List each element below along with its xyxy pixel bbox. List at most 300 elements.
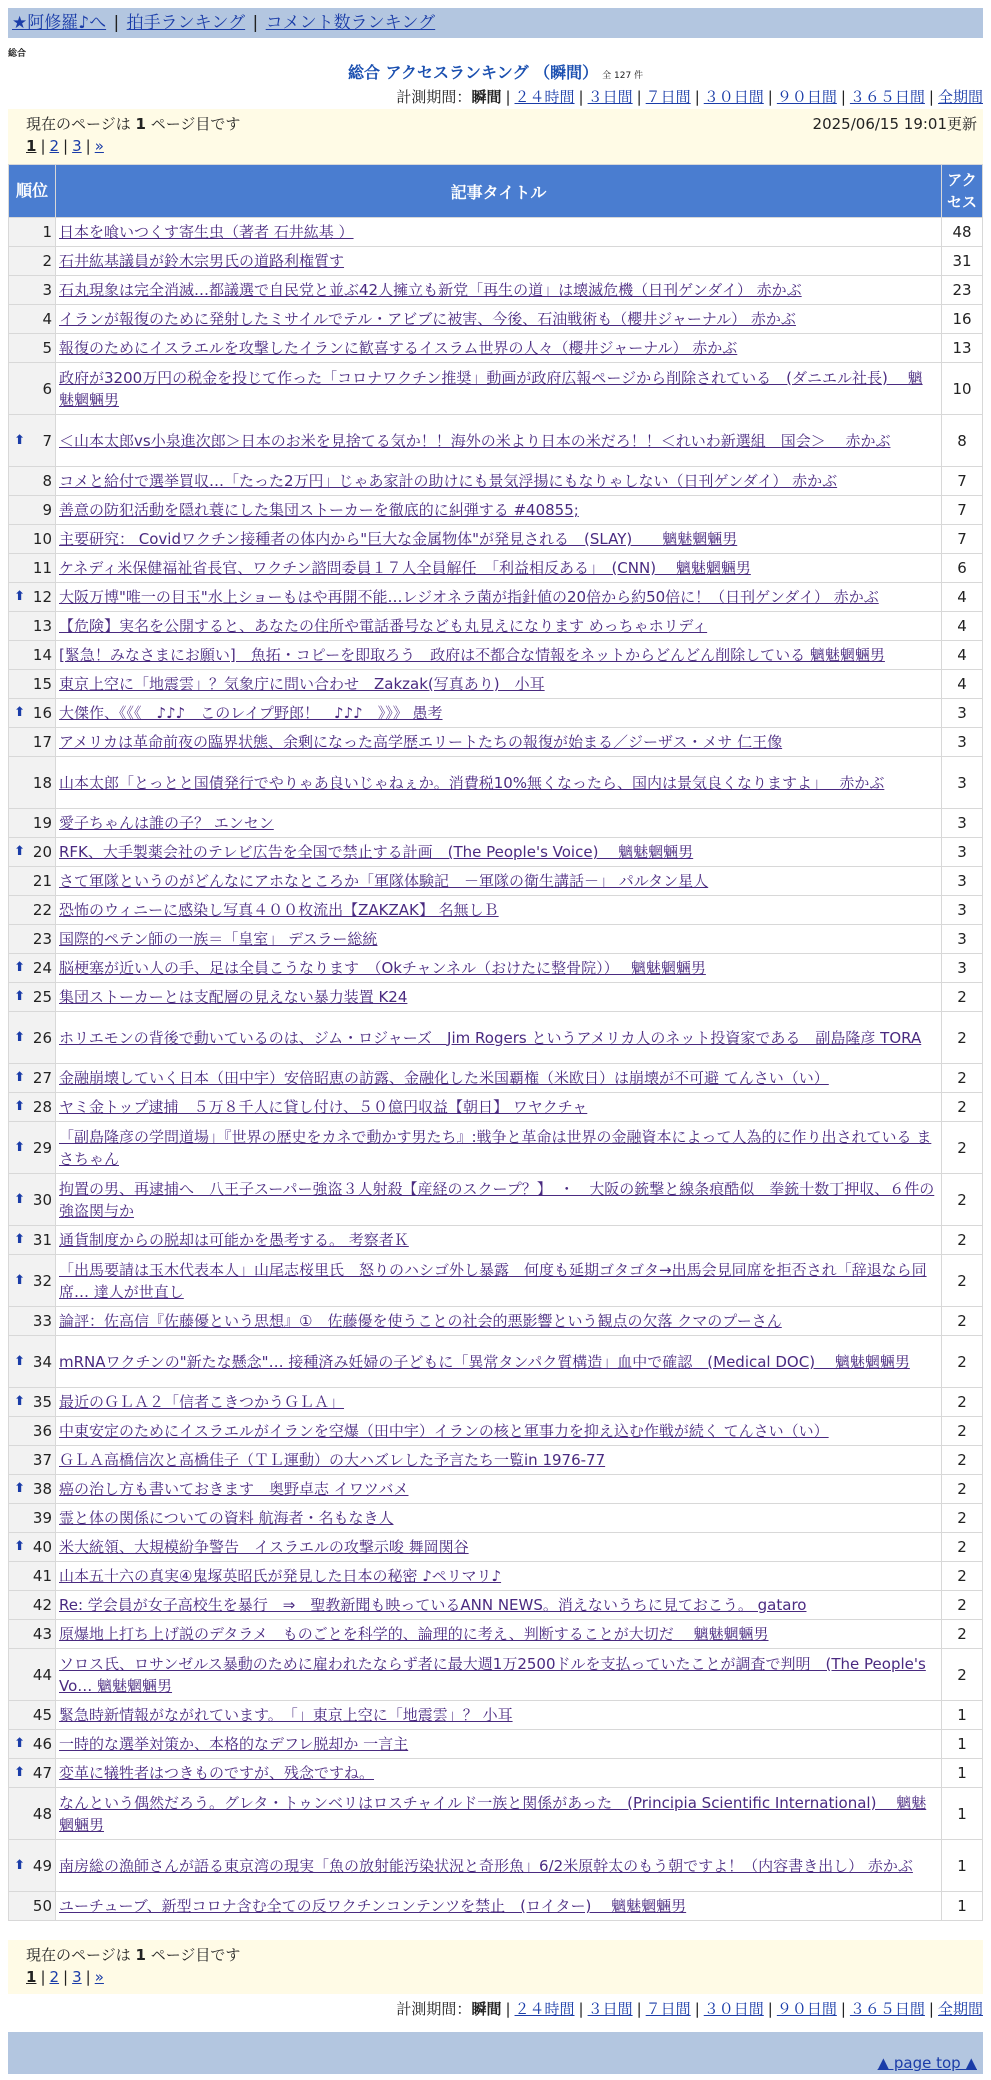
period-link[interactable]: ９０日間 xyxy=(776,2000,837,2018)
access-count: 2 xyxy=(942,1649,983,1701)
page-current: 1 xyxy=(26,137,37,155)
article-title-link[interactable]: ソロス氏、ロサンゼルス暴動のために雇われたならず者に最大週1万2500ドルを支払っていたことが調査で判明 (The People's Vo… 魑魅魍魎男 xyxy=(59,1654,926,1695)
access-count: 23 xyxy=(942,276,983,305)
period-link[interactable]: ７日間 xyxy=(645,2000,691,2018)
article-title-link[interactable]: 米大統領、大規模紛争警告 イスラエルの攻撃示唆 舞岡関谷 xyxy=(59,1538,469,1556)
table-row xyxy=(9,670,983,699)
access-count: 3 xyxy=(942,699,983,728)
article-title-link[interactable]: 最近のＧＬＡ２「信者こきつかうＧＬＡ」 xyxy=(59,1393,345,1411)
access-count: 2 xyxy=(942,1255,983,1307)
rank-cell xyxy=(9,1562,56,1591)
article-title-link[interactable]: なんという偶然だろう。グレタ・トゥンベリはロスチャイルド一族と関係があった (Principia Scientific International) 魑魅魍魎男 xyxy=(59,1793,927,1834)
title-cell xyxy=(56,1064,942,1093)
page-link[interactable]: 2 xyxy=(49,137,60,155)
page-separator: | xyxy=(40,1968,46,1986)
title-cell xyxy=(56,1174,942,1226)
table-row xyxy=(9,1012,983,1064)
period-separator: | xyxy=(928,88,934,106)
access-count: 2 xyxy=(942,1388,983,1417)
rank-cell xyxy=(9,525,56,554)
access-count: 48 xyxy=(942,218,983,247)
rank-cell xyxy=(9,1226,56,1255)
page-separator: | xyxy=(85,137,91,155)
title-cell xyxy=(56,954,942,983)
rank-cell xyxy=(9,1892,56,1921)
article-title-link[interactable]: [緊急！みなさまにお願い] 魚拓・コピーを即取ろう 政府は不都合な情報をネットからどんどん削除している 魑魅魍魎男 xyxy=(59,646,885,664)
table-row xyxy=(9,1701,983,1730)
pager-prefix: 現在のページは xyxy=(26,115,131,133)
rank-number: 12 xyxy=(32,588,52,606)
access-count: 2 xyxy=(942,1620,983,1649)
rank-cell xyxy=(9,1093,56,1122)
rank-cell xyxy=(9,1307,56,1336)
article-title-link[interactable]: Re: 学会員が女子高校生を暴行 ⇒ 聖教新聞も映っているANN NEWS。消えないうちに見ておこう。 gataro xyxy=(59,1596,807,1614)
access-count: 1 xyxy=(942,1840,983,1892)
title-cell xyxy=(56,1255,942,1307)
article-title-link[interactable]: 日本を喰いつくす寄生虫（著者 石井紘基 ） xyxy=(59,223,354,241)
table-row xyxy=(9,612,983,641)
table-row xyxy=(9,1475,983,1504)
title-cell xyxy=(56,525,942,554)
comment-ranking-link[interactable]: コメント数ランキング xyxy=(265,13,436,33)
table-row xyxy=(9,1174,983,1226)
up-arrow-icon: ⬆ xyxy=(14,1736,25,1751)
article-title-link[interactable]: 山本太郎「とっとと国債発行でやりゃあ良いじゃねぇか。消費税10%無くなったら、国内は景気良くなりますよ」 赤かぶ xyxy=(59,773,885,792)
rank-number: 22 xyxy=(32,901,52,919)
bottom-bar xyxy=(8,2032,983,2074)
period-link[interactable]: ９０日間 xyxy=(776,88,837,106)
rank-number: 50 xyxy=(32,1897,52,1915)
article-title-link[interactable]: 論評：佐高信『佐藤優という思想』① 佐藤優を使うことの社会的悪影響という観点の欠落 クマのプーさん xyxy=(59,1312,782,1330)
rank-cell xyxy=(9,612,56,641)
access-count: 1 xyxy=(942,1701,983,1730)
period-link[interactable]: ３６５日間 xyxy=(849,88,925,106)
article-title-link[interactable]: RFK、大手製薬会社のテレビ広告を全国で禁止する計画 (The People's Voice) 魑魅魍魎男 xyxy=(59,843,694,861)
access-count: 2 xyxy=(942,1122,983,1174)
updated-timestamp: 2025/06/15 19:01更新 xyxy=(812,115,977,133)
access-count: 3 xyxy=(942,809,983,838)
nav-separator: | xyxy=(252,13,259,33)
up-arrow-icon: ⬆ xyxy=(14,589,25,604)
up-arrow-icon: ⬆ xyxy=(14,1139,25,1155)
rank-number: 2 xyxy=(42,252,52,270)
rank-number: 3 xyxy=(42,281,52,299)
period-separator: | xyxy=(505,2000,511,2018)
rank-number: 20 xyxy=(32,843,52,861)
access-count: 2 xyxy=(942,1307,983,1336)
rank-number: 27 xyxy=(32,1069,52,1087)
table-row xyxy=(9,1840,983,1892)
title-cell xyxy=(56,1307,942,1336)
rank-cell xyxy=(9,305,56,334)
rank-cell xyxy=(9,1533,56,1562)
article-title-link[interactable]: 石丸現象は完全消滅…都議選で自民党と並ぶ42人擁立も新党「再生の道」は壊滅危機（日刊ゲンダイ） 赤かぶ xyxy=(59,281,802,299)
page-separator: | xyxy=(40,137,46,155)
article-title-link[interactable]: 「出馬要請は玉木代表本人」山尾志桜里氏 怒りのハシゴ外し暴露 何度も延期ゴタゴタ→出馬会見同席を拒否され「辞退なら同席… 達人が世直し xyxy=(59,1260,927,1301)
title-cell xyxy=(56,1649,942,1701)
table-row xyxy=(9,1417,983,1446)
access-count: 6 xyxy=(942,554,983,583)
table-row xyxy=(9,925,983,954)
article-title-link[interactable]: 報復のためにイスラエルを攻撃したイランに歓喜するイスラム世界の人々（櫻井ジャーナル） 赤かぶ xyxy=(59,339,738,357)
period-link[interactable]: ２４時間 xyxy=(514,2000,575,2018)
top-nav-bar xyxy=(8,8,983,38)
rank-number: 35 xyxy=(32,1393,52,1411)
article-title-link[interactable]: 一時的な選挙対策か、本格的なデフレ脱却か 一言主 xyxy=(59,1735,409,1753)
period-link[interactable]: ３日間 xyxy=(587,2000,633,2018)
table-row xyxy=(9,641,983,670)
article-title-link[interactable]: 愛子ちゃんは誰の子？ エンセン xyxy=(59,814,274,832)
ranking-table xyxy=(8,164,983,1921)
article-title-link[interactable]: 大阪万博"唯一の目玉"水上ショーもはや再開不能…レジオネラ菌が指針値の20倍から約50倍に！（日刊ゲンダイ） 赤かぶ xyxy=(59,588,879,606)
title-cell xyxy=(56,247,942,276)
article-title-link[interactable]: さて軍隊というのがどんなにアホなところか「軍隊体験記 －軍隊の衛生講話－」 パルタン星人 xyxy=(59,872,709,890)
access-count: 2 xyxy=(942,983,983,1012)
up-arrow-icon: ⬆ xyxy=(14,1481,25,1496)
rank-number: 42 xyxy=(32,1596,52,1614)
rank-number: 7 xyxy=(42,431,52,450)
table-header-row xyxy=(9,165,983,218)
article-title-link[interactable]: 原爆地上打ち上げ説のデタラメ ものごとを科学的、論理的に考え、判断することが大切だ 魑魅魍魎男 xyxy=(59,1625,769,1643)
rank-number: 32 xyxy=(32,1271,52,1290)
rank-number: 30 xyxy=(32,1190,52,1209)
article-title-link[interactable]: ホリエモンの背後で動いているのは、ジム・ロジャーズ Jim Rogers というアメリカ人のネット投資家である 副島隆彦 TORA xyxy=(59,1028,922,1047)
access-count: 2 xyxy=(942,1012,983,1064)
access-count: 3 xyxy=(942,925,983,954)
article-title-link[interactable]: 通貨制度からの脱却は可能かを愚考する。 考察者Ｋ xyxy=(59,1231,409,1249)
table-row xyxy=(9,363,983,415)
pager-current-number: 1 xyxy=(135,1946,146,1964)
title-cell xyxy=(56,867,942,896)
rank-cell xyxy=(9,1012,56,1064)
rank-cell xyxy=(9,1255,56,1307)
title-cell xyxy=(56,583,942,612)
article-title-link[interactable]: ＧＬＡ高橋信次と高橋佳子（ＴＬ運動）の大ハズレした予言たち一覧in 1976-77 xyxy=(59,1451,606,1469)
period-link[interactable]: ３６５日間 xyxy=(849,2000,925,2018)
access-count: 3 xyxy=(942,838,983,867)
access-count: 1 xyxy=(942,1892,983,1921)
access-count: 2 xyxy=(942,1591,983,1620)
up-arrow-icon: ⬆ xyxy=(14,1353,25,1369)
table-row xyxy=(9,218,983,247)
article-title-link[interactable]: 「副島隆彦の学問道場」『世界の歴史をカネで動かす男たち』:戦争と革命は世界の金融資本によって人為的に作り出されている まさちゃん xyxy=(59,1127,932,1168)
rank-number: 8 xyxy=(42,472,52,490)
article-title-link[interactable]: 善意の防犯活動を隠れ蓑にした集団ストーカーを徹底的に糾弾する #40855; xyxy=(59,501,579,519)
page-link[interactable]: 3 xyxy=(72,1968,82,1986)
rank-number: 29 xyxy=(32,1138,52,1157)
home-link[interactable]: ★阿修羅♪へ xyxy=(12,13,107,33)
period-link[interactable]: ７日間 xyxy=(645,88,691,106)
header-access: アクセス xyxy=(942,165,983,218)
access-count: 2 xyxy=(942,1174,983,1226)
rank-number: 21 xyxy=(32,872,52,890)
title-cell xyxy=(56,1012,942,1064)
period-links xyxy=(501,2000,983,2018)
period-link[interactable]: 全期間 xyxy=(937,88,983,106)
title-cell xyxy=(56,1475,942,1504)
title-cell xyxy=(56,670,942,699)
rank-number: 38 xyxy=(32,1480,52,1498)
title-cell xyxy=(56,1840,942,1892)
access-count: 2 xyxy=(942,1093,983,1122)
table-row xyxy=(9,1730,983,1759)
rank-number: 25 xyxy=(32,988,52,1006)
applause-ranking-link[interactable]: 拍手ランキング xyxy=(126,13,246,33)
title-cell xyxy=(56,809,942,838)
access-count: 3 xyxy=(942,896,983,925)
title-cell xyxy=(56,1417,942,1446)
rank-cell xyxy=(9,363,56,415)
access-count: 4 xyxy=(942,670,983,699)
up-arrow-icon: ⬆ xyxy=(14,1539,25,1554)
table-row xyxy=(9,838,983,867)
title-cell xyxy=(56,1504,942,1533)
article-title-link[interactable]: 金融崩壊していく日本（田中宇）安倍昭恵の訪露、金融化した米国覇権（米欧日）は崩壊が不可避 てんさい（い） xyxy=(59,1069,829,1087)
rank-number: 40 xyxy=(32,1538,52,1556)
title-cell xyxy=(56,1122,942,1174)
article-title-link[interactable]: 集団ストーカーとは支配層の見えない暴力装置 K24 xyxy=(59,988,408,1006)
article-title-link[interactable]: 大傑作、《《《 ♪♪♪ このレイプ野郎！ ♪♪♪ 》》》 愚考 xyxy=(59,704,443,722)
period-separator: | xyxy=(840,88,846,106)
current-page-text xyxy=(26,113,240,134)
access-count: 2 xyxy=(942,1417,983,1446)
table-row xyxy=(9,1759,983,1788)
rank-cell xyxy=(9,1446,56,1475)
access-count: 4 xyxy=(942,612,983,641)
article-title-link[interactable]: ヤミ金トップ逮捕 ５万８千人に貸し付け、５０億円収益【朝日】 ワヤクチャ xyxy=(59,1098,588,1116)
rank-cell xyxy=(9,247,56,276)
header-rank: 順位 xyxy=(9,165,56,218)
access-count: 13 xyxy=(942,334,983,363)
title-cell xyxy=(56,1788,942,1840)
rank-number: 19 xyxy=(32,814,52,832)
rank-cell xyxy=(9,1730,56,1759)
rank-cell xyxy=(9,1475,56,1504)
title-cell xyxy=(56,334,942,363)
access-count: 1 xyxy=(942,1730,983,1759)
up-arrow-icon: ⬆ xyxy=(14,1232,25,1247)
rank-cell xyxy=(9,896,56,925)
table-row xyxy=(9,1788,983,1840)
period-link[interactable]: 全期間 xyxy=(937,2000,983,2018)
table-row xyxy=(9,1388,983,1417)
rank-number: 43 xyxy=(32,1625,52,1643)
rank-number: 10 xyxy=(32,530,52,548)
article-title-link[interactable]: ＜山本太郎vs小泉進次郎＞日本のお米を見捨てる気か！！海外の米より日本の米だろ！！＜れいわ新選組 国会＞ 赤かぶ xyxy=(59,431,891,450)
rank-number: 28 xyxy=(32,1098,52,1116)
article-title-link[interactable]: コメと給付で選挙買収…「たった2万円」じゃあ家計の助けにも景気浮揚にもなりゃしない（日刊ゲンダイ） 赤かぶ xyxy=(59,472,838,490)
up-arrow-icon: ⬆ xyxy=(14,989,25,1004)
article-title-link[interactable]: 政府が3200万円の税金を投じて作った「コロナワクチン推奨」動画が政府広報ページから削除されている (ダニエル社長) 魑魅魍魎男 xyxy=(59,368,923,409)
rank-cell xyxy=(9,925,56,954)
title-cell xyxy=(56,1892,942,1921)
access-count: 2 xyxy=(942,1504,983,1533)
table-row xyxy=(9,1562,983,1591)
access-count: 7 xyxy=(942,525,983,554)
access-count: 2 xyxy=(942,1533,983,1562)
table-row xyxy=(9,1336,983,1388)
table-row xyxy=(9,1226,983,1255)
period-separator: | xyxy=(505,88,511,106)
article-title-link[interactable]: 【危険】実名を公開すると、あなたの住所や電話番号なども丸見えになります めっちゃホリディ xyxy=(59,617,708,635)
up-arrow-icon: ⬆ xyxy=(14,1272,25,1288)
page-link[interactable]: 2 xyxy=(49,1968,60,1986)
article-title-link[interactable]: 霊と体の関係についての資料 航海者・名もなき人 xyxy=(59,1509,394,1527)
rank-number: 46 xyxy=(32,1735,52,1753)
up-arrow-icon: ⬆ xyxy=(14,1099,25,1114)
table-row xyxy=(9,583,983,612)
page-separator: | xyxy=(63,137,69,155)
table-row xyxy=(9,496,983,525)
period-link[interactable]: ３日間 xyxy=(587,88,633,106)
period-link[interactable]: ３０日間 xyxy=(703,88,764,106)
article-title-link[interactable]: アメリカは革命前夜の臨界状態、余剰になった高学歴エリートたちの報復が始まる／ジーザス・メサ 仁王像 xyxy=(59,733,783,751)
period-selector-bottom xyxy=(396,1998,983,2019)
table-row xyxy=(9,1307,983,1336)
rank-number: 13 xyxy=(32,617,52,635)
period-separator: | xyxy=(840,2000,846,2018)
page-link[interactable]: 3 xyxy=(72,137,82,155)
access-count: 3 xyxy=(942,728,983,757)
table-row xyxy=(9,867,983,896)
access-count: 2 xyxy=(942,1064,983,1093)
article-title-link[interactable]: 癌の治し方も書いておきます 奥野卓志 イワツバメ xyxy=(59,1480,409,1498)
access-count: 2 xyxy=(942,1475,983,1504)
rank-cell xyxy=(9,983,56,1012)
article-title-link[interactable]: 東京上空に「地震雲」？気象庁に問い合わせ Zakzak(写真あり) 小耳 xyxy=(59,675,545,693)
title-cell xyxy=(56,1446,942,1475)
access-count: 4 xyxy=(942,583,983,612)
access-count: 10 xyxy=(942,363,983,415)
title-cell xyxy=(56,983,942,1012)
table-row xyxy=(9,1446,983,1475)
rank-cell xyxy=(9,954,56,983)
rank-number: 18 xyxy=(32,773,52,792)
rank-number: 16 xyxy=(32,704,52,722)
pagination xyxy=(26,137,104,155)
rank-cell xyxy=(9,415,56,467)
period-separator: | xyxy=(694,2000,700,2018)
title-cell xyxy=(56,699,942,728)
rank-number: 37 xyxy=(32,1451,52,1469)
article-title-link[interactable]: 南房総の漁師さんが語る東京湾の現実「魚の放射能汚染状況と奇形魚」6/2米原幹太のもう朝ですよ！（内容書き出し） 赤かぶ xyxy=(59,1856,913,1875)
table-row xyxy=(9,247,983,276)
rank-number: 44 xyxy=(32,1665,52,1684)
period-link[interactable]: ３０日間 xyxy=(703,2000,764,2018)
pager-box-top xyxy=(8,109,983,164)
page-separator: | xyxy=(85,1968,91,1986)
rank-number: 47 xyxy=(32,1764,52,1782)
article-title-link[interactable]: 脳梗塞が近い人の手、足は全員こうなります （Okチャンネル（おけたに整骨院）） 魑魅魍魎男 xyxy=(59,959,706,977)
period-label: 計測期間： xyxy=(396,88,472,106)
up-arrow-icon: ⬆ xyxy=(14,1394,25,1409)
pager-suffix: ページ目です xyxy=(150,1946,241,1964)
article-title-link[interactable]: 拘置の男、再逮捕へ 八王子スーパー強盗３人射殺【産経のスクープ？】 ・ 大阪の銃撃と線条痕酷似 拳銃十数丁押収、６件の強盗関与か xyxy=(59,1179,935,1220)
access-count: 7 xyxy=(942,496,983,525)
article-title-link[interactable]: ユーチューブ、新型コロナ含む全ての反ワクチンコンテンツを禁止 (ロイター) 魑魅魍魎男 xyxy=(59,1897,687,1915)
rank-cell xyxy=(9,1649,56,1701)
period-current: 瞬間 xyxy=(471,2000,502,2018)
article-title-link[interactable]: mRNAワクチンの"新たな懸念"… 接種済み妊婦の子どもに「異常タンパク質構造」血中で確認 (Medical DOC) 魑魅魍魎男 xyxy=(59,1352,910,1371)
article-title-link[interactable]: 石井紘基議員が鈴木宗男氏の道路利権質す xyxy=(59,252,345,270)
article-title-link[interactable]: 変革に犠牲者はつきものですが、残念ですね。 xyxy=(59,1764,375,1782)
up-arrow-icon: ⬆ xyxy=(14,1765,25,1780)
page-current: 1 xyxy=(26,1968,37,1986)
table-row xyxy=(9,1504,983,1533)
title-cell xyxy=(56,728,942,757)
table-row xyxy=(9,554,983,583)
access-count: 8 xyxy=(942,415,983,467)
rank-cell xyxy=(9,1174,56,1226)
access-count: 1 xyxy=(942,1788,983,1840)
rank-number: 9 xyxy=(42,501,52,519)
rank-cell xyxy=(9,809,56,838)
rank-cell xyxy=(9,1417,56,1446)
article-title-link[interactable]: 山本五十六の真実④鬼塚英昭氏が発見した日本の秘密 ♪ペリマリ♪ xyxy=(59,1567,502,1585)
rank-number: 33 xyxy=(32,1312,52,1330)
next-page-link[interactable]: » xyxy=(94,1968,104,1986)
period-separator: | xyxy=(767,2000,773,2018)
up-arrow-icon: ⬆ xyxy=(14,432,25,448)
title-cell xyxy=(56,641,942,670)
period-label: 計測期間： xyxy=(396,2000,472,2018)
table-row xyxy=(9,1533,983,1562)
title-cell xyxy=(56,1701,942,1730)
rank-cell xyxy=(9,1064,56,1093)
rank-number: 11 xyxy=(32,559,52,577)
period-separator: | xyxy=(767,88,773,106)
article-title-link[interactable]: イランが報復のために発射したミサイルでテル・アビブに被害、今後、石油戦術も（櫻井ジャーナル） 赤かぶ xyxy=(59,310,796,328)
period-link[interactable]: ２４時間 xyxy=(514,88,575,106)
article-title-link[interactable]: 恐怖のウィニーに感染し写真４００枚流出【ZAKZAK】 名無しＢ xyxy=(59,901,499,919)
article-title-link[interactable]: 中東安定のためにイスラエルがイランを空爆（田中宇）イランの核と軍事力を抑え込む作戦が続く てんさい（い） xyxy=(59,1422,829,1440)
access-count: 2 xyxy=(942,1226,983,1255)
rank-number: 15 xyxy=(32,675,52,693)
article-title-link[interactable]: 緊急時新情報がながれています。 「」東京上空に「地震雲」？ 小耳 xyxy=(59,1706,513,1724)
pager-suffix: ページ目です xyxy=(150,115,241,133)
table-row xyxy=(9,699,983,728)
period-separator: | xyxy=(578,88,584,106)
up-arrow-icon: ⬆ xyxy=(14,1857,25,1873)
page-top-link[interactable]: ▲ page top ▲ xyxy=(877,2054,977,2072)
header-title: 記事タイトル xyxy=(56,165,942,218)
rank-cell xyxy=(9,1122,56,1174)
title-cell xyxy=(56,757,942,809)
table-row xyxy=(9,305,983,334)
title-cell xyxy=(56,612,942,641)
pager-current-number: 1 xyxy=(135,115,146,133)
article-title-link[interactable]: ケネディ米保健福祉省長官、ワクチン諮問委員１７人全員解任 「利益相反ある」 (CNN) 魑魅魍魎男 xyxy=(59,559,751,577)
title-cell xyxy=(56,1533,942,1562)
title-cell xyxy=(56,415,942,467)
article-title-link[interactable]: 主要研究： Covidワクチン接種者の体内から"巨大な金属物体"が発見される (SLAY) 魑魅魍魎男 xyxy=(59,530,738,548)
title-cell xyxy=(56,554,942,583)
rank-cell xyxy=(9,670,56,699)
rank-cell xyxy=(9,334,56,363)
access-count: 3 xyxy=(942,867,983,896)
next-page-link[interactable]: » xyxy=(94,137,104,155)
access-count: 1 xyxy=(942,1759,983,1788)
rank-cell xyxy=(9,1504,56,1533)
rank-number: 36 xyxy=(32,1422,52,1440)
total-count: 全 127 件 xyxy=(602,71,644,81)
rank-number: 39 xyxy=(32,1509,52,1527)
table-row xyxy=(9,1122,983,1174)
article-title-link[interactable]: 国際的ペテン師の一族＝「皇室」 デスラー総統 xyxy=(59,930,378,948)
table-row xyxy=(9,983,983,1012)
table-row xyxy=(9,757,983,809)
up-arrow-icon: ⬆ xyxy=(14,1070,25,1085)
